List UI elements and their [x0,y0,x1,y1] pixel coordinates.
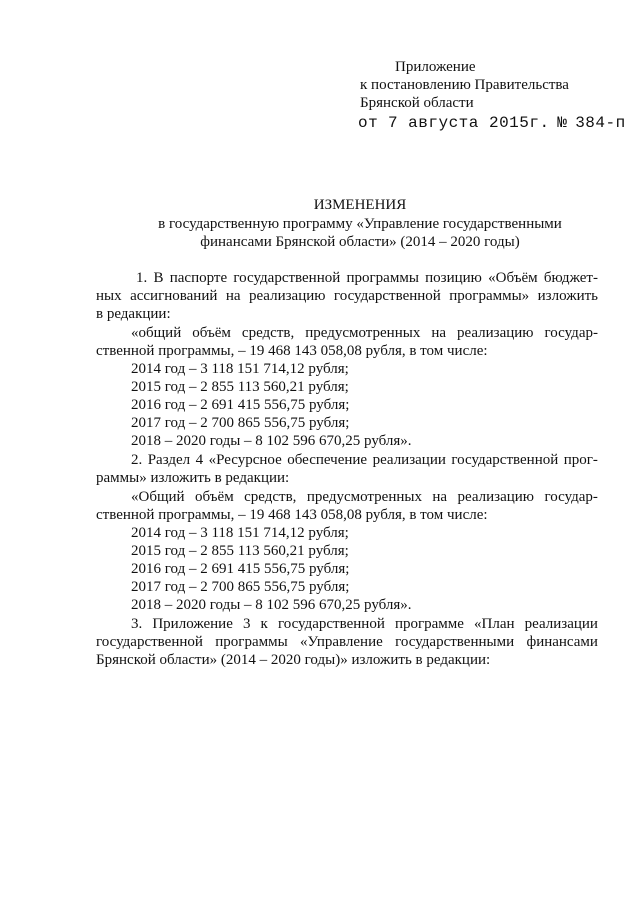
item1-word: позицию [425,270,482,286]
document-heading: ИЗМЕНЕНИЯ [313,197,407,213]
item2-word: государственной [451,452,559,468]
item2-year-2018-2020: 2018 – 2020 годы – 8 102 596 670,25 рубля». [131,597,412,613]
item1-word: реализацию [248,288,326,304]
item3-word: государственной [277,616,385,632]
item2-word: «Общий [131,489,185,505]
item2-word: «Ресурсное [208,452,282,468]
item1-year-2015: 2015 год – 2 855 113 560,21 рубля; [131,379,349,395]
item3-word: государственной [96,634,203,650]
item1-word: паспорте [169,270,228,286]
item3-line2 [96,633,598,651]
appendix-date-line [358,114,626,132]
item1-word: государственной [333,288,441,304]
item2-word: 2. [131,452,143,468]
item2-year-2014: 2014 год – 3 118 151 714,12 рубля; [131,525,349,541]
item1-year-2018-2020: 2018 – 2020 годы – 8 102 596 670,25 рубля». [131,433,412,449]
item3-word: «План [474,616,515,632]
item2-year-2015: 2015 год – 2 855 113 560,21 рубля; [131,543,349,559]
item2-year-2017: 2017 год – 2 700 865 556,75 рубля; [131,579,350,595]
item2-quote-line1 [131,488,598,506]
item2-word: Раздел [147,452,191,468]
item3-word: государственными [395,634,515,650]
item1-word: реализацию [457,325,534,341]
item1-word: на [225,288,241,304]
item1-word: бюджет- [543,270,598,286]
item2-word: прог- [563,452,598,468]
item2-word: обеспечение [287,452,368,468]
item3-word: программе [394,616,464,632]
item1-word: объём [192,325,231,341]
item3-word: программы [215,634,288,650]
item1-quote-line2: ственной программы, – 19 468 143 058,08 рубля, в том числе: [96,343,488,359]
item2-word: средств, [244,489,297,505]
item2-word: на [432,489,448,505]
item3-line1 [131,615,598,633]
item2-quote-line2: ственной программы, – 19 468 143 058,08 рубля, в том числе: [96,507,488,523]
item2-word: 4 [195,452,204,468]
item1-word: В [153,270,164,286]
appendix-label: Приложение [395,59,476,75]
item1-word: ассигнований [130,288,218,304]
item1-line1 [136,269,598,287]
item3-word: Приложение [152,616,233,632]
item1-word: «общий [131,325,182,341]
number-sign: № [557,114,568,132]
item1-word: предусмотренных [305,325,421,341]
item1-word: «Объём [488,270,538,286]
item3-word: «Управление [300,634,383,650]
item3-word: к [260,616,268,632]
item1-word: программы» [449,288,530,304]
item2-word: реализации [372,452,446,468]
item1-word: 1. [136,270,148,286]
item2-year-2016: 2016 год – 2 691 415 556,75 рубля; [131,561,350,577]
item2-line1 [131,451,598,469]
item1-line3: в редакции: [96,306,171,322]
item2-word: предусмотренных [306,489,422,505]
item1-word: государ- [544,325,598,341]
item3-line3: Брянской области» (2014 – 2020 годы)» изложить в редакции: [96,652,491,668]
date-value: 7 августа 2015г. [387,114,550,132]
document-subheading-line2: финансами Брянской области» (2014 – 2020 годы) [200,234,520,250]
item1-word: средств, [241,325,295,341]
item2-word: государ- [544,489,598,505]
item3-word: реализации [524,616,598,632]
number-value: 384-п [575,114,626,132]
item3-word: 3. [131,616,143,632]
item1-word: государственной [233,270,341,286]
item1-quote-line1 [131,324,598,342]
item1-word: изложить [537,288,598,304]
item3-word: финансами [526,634,598,650]
item3-word: 3 [242,616,251,632]
document-subheading-line1: в государственную программу «Управление государственными [158,216,562,232]
item1-word: на [431,325,447,341]
item1-year-2017: 2017 год – 2 700 865 556,75 рубля; [131,415,350,431]
date-prefix: от [358,114,379,132]
item2-line2: раммы» изложить в редакции: [96,470,290,486]
item1-word: ных [96,288,122,304]
appendix-resolution-line: к постановлению Правительства [360,77,569,93]
item2-word: реализацию [457,489,535,505]
item1-word: программы [346,270,419,286]
item1-year-2014: 2014 год – 3 118 151 714,12 рубля; [131,361,349,377]
appendix-region-line: Брянской области [360,95,474,111]
item1-year-2016: 2016 год – 2 691 415 556,75 рубля; [131,397,350,413]
item1-line2 [96,287,598,305]
item2-word: объём [195,489,234,505]
